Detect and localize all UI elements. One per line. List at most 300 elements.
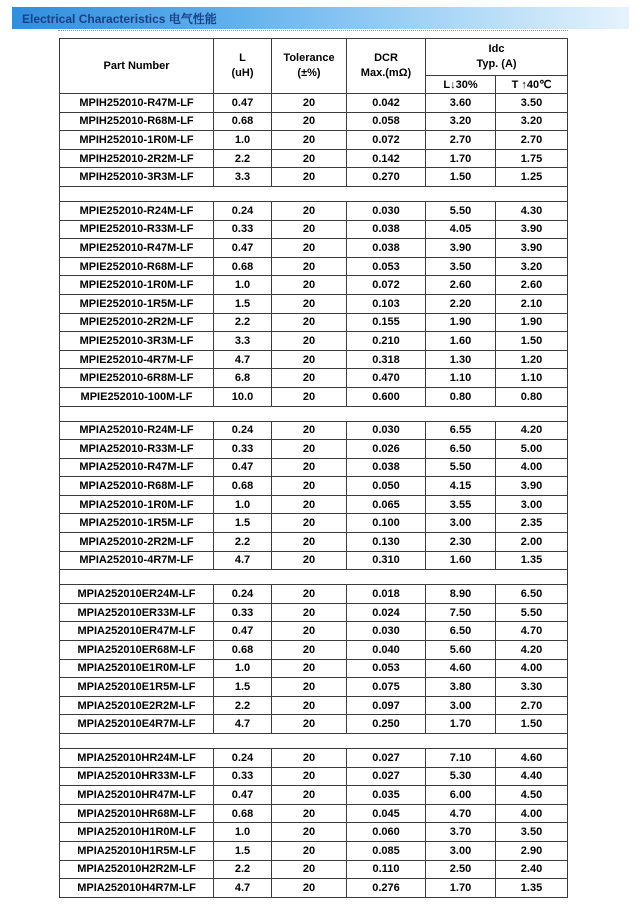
part-number-cell: MPIE252010-1R0M-LF [60,276,214,295]
idc-temperature-cell: 6.50 [496,585,568,604]
idc-saturation-cell: 1.30 [426,350,496,369]
part-number-cell: MPIH252010-2R2M-LF [60,149,214,168]
tolerance-cell: 20 [272,332,347,351]
part-number-cell: MPIE252010-4R7M-LF [60,350,214,369]
inductance-cell: 2.2 [214,313,272,332]
idc-saturation-cell: 1.70 [426,715,496,734]
idc-saturation-cell: 4.15 [426,477,496,496]
idc-saturation-cell: 3.00 [426,841,496,860]
part-number-cell: MPIE252010-R24M-LF [60,201,214,220]
inductance-cell: 0.68 [214,257,272,276]
idc-saturation-cell: 1.60 [426,551,496,570]
inductance-cell: 2.2 [214,696,272,715]
inductance-cell: 4.7 [214,879,272,898]
idc-temperature-cell: 1.10 [496,369,568,388]
dcr-cell: 0.470 [347,369,426,388]
table-row [60,678,568,697]
idc-temperature-cell: 3.50 [496,823,568,842]
idc-saturation-cell: 3.70 [426,823,496,842]
idc-temperature-cell: 4.20 [496,421,568,440]
idc-saturation-cell: 4.70 [426,804,496,823]
tolerance-cell: 20 [272,715,347,734]
idc-temperature-cell: 1.25 [496,168,568,187]
tolerance-cell: 20 [272,112,347,131]
part-number-cell: MPIE252010-1R5M-LF [60,294,214,313]
part-number-cell: MPIA252010-2R2M-LF [60,533,214,552]
idc-saturation-cell: 5.30 [426,767,496,786]
section-title: Electrical Characteristics 电气性能 [22,12,217,26]
idc-temperature-cell: 3.20 [496,112,568,131]
dcr-cell: 0.085 [347,841,426,860]
part-number-cell: MPIA252010-1R0M-LF [60,495,214,514]
inductance-cell: 3.3 [214,332,272,351]
dcr-cell: 0.072 [347,131,426,150]
part-number-cell: MPIE252010-100M-LF [60,387,214,406]
inductance-cell: 2.2 [214,533,272,552]
table-row [60,313,568,332]
tolerance-cell: 20 [272,749,347,768]
group-separator-row [60,734,568,749]
dcr-cell: 0.110 [347,860,426,879]
dcr-cell: 0.038 [347,239,426,258]
header-dcr [347,39,426,94]
idc-saturation-cell: 4.05 [426,220,496,239]
tolerance-cell: 20 [272,767,347,786]
tolerance-cell: 20 [272,533,347,552]
tolerance-cell: 20 [272,350,347,369]
part-number-cell: MPIA252010H4R7M-LF [60,879,214,898]
part-number-cell: MPIA252010-R24M-LF [60,421,214,440]
group-separator-cell [60,734,568,749]
part-number-cell: MPIA252010E1R0M-LF [60,659,214,678]
part-number-cell: MPIA252010-4R7M-LF [60,551,214,570]
tolerance-cell: 20 [272,641,347,660]
tolerance-cell: 20 [272,551,347,570]
inductance-cell: 0.47 [214,622,272,641]
dcr-cell: 0.276 [347,879,426,898]
inductance-cell: 1.0 [214,495,272,514]
tolerance-cell: 20 [272,841,347,860]
tolerance-cell: 20 [272,131,347,150]
tolerance-cell: 20 [272,678,347,697]
table-row [60,514,568,533]
table-row [60,201,568,220]
dcr-cell: 0.072 [347,276,426,295]
dcr-cell: 0.053 [347,659,426,678]
idc-saturation-cell: 5.50 [426,201,496,220]
table-row [60,603,568,622]
inductance-cell: 0.24 [214,201,272,220]
part-number-cell: MPIA252010HR47M-LF [60,786,214,805]
part-number-cell: MPIA252010-1R5M-LF [60,514,214,533]
part-number-cell: MPIE252010-R68M-LF [60,257,214,276]
tolerance-cell: 20 [272,477,347,496]
table-row [60,879,568,898]
dcr-cell: 0.038 [347,458,426,477]
part-number-cell: MPIE252010-R33M-LF [60,220,214,239]
inductance-cell: 1.0 [214,823,272,842]
idc-temperature-cell: 1.20 [496,350,568,369]
inductance-cell: 0.33 [214,220,272,239]
part-number-cell: MPIA252010ER33M-LF [60,603,214,622]
header-inductance-unit: (uH) [231,67,254,79]
inductance-cell: 0.33 [214,767,272,786]
idc-temperature-cell: 5.00 [496,440,568,459]
part-number-cell: MPIE252010-R47M-LF [60,239,214,258]
inductance-cell: 0.47 [214,94,272,113]
inductance-cell: 0.24 [214,749,272,768]
table-row [60,220,568,239]
idc-saturation-cell: 8.90 [426,585,496,604]
group-separator-cell [60,406,568,421]
idc-saturation-cell: 2.70 [426,131,496,150]
table-row [60,369,568,388]
header-dcr-unit: Max.(mΩ) [360,67,412,79]
idc-saturation-cell: 1.90 [426,313,496,332]
header-part-number: Part Number [60,39,214,94]
part-number-cell: MPIA252010HR68M-LF [60,804,214,823]
idc-saturation-cell: 2.50 [426,860,496,879]
table-row [60,551,568,570]
idc-temperature-cell: 1.35 [496,551,568,570]
part-number-cell: MPIA252010E2R2M-LF [60,696,214,715]
dcr-cell: 0.318 [347,350,426,369]
tolerance-cell: 20 [272,696,347,715]
idc-temperature-cell: 4.00 [496,458,568,477]
dcr-cell: 0.600 [347,387,426,406]
dcr-cell: 0.060 [347,823,426,842]
part-number-cell: MPIE252010-3R3M-LF [60,332,214,351]
header-idc-label: Idc [488,43,505,55]
inductance-cell: 0.68 [214,804,272,823]
tolerance-cell: 20 [272,603,347,622]
dcr-cell: 0.027 [347,767,426,786]
part-number-cell: MPIA252010H2R2M-LF [60,860,214,879]
part-number-cell: MPIA252010H1R0M-LF [60,823,214,842]
tolerance-cell: 20 [272,514,347,533]
dcr-cell: 0.035 [347,786,426,805]
table-row [60,533,568,552]
dcr-cell: 0.053 [347,257,426,276]
tolerance-cell: 20 [272,622,347,641]
inductance-cell: 0.24 [214,585,272,604]
table-row [60,749,568,768]
dcr-cell: 0.058 [347,112,426,131]
header-tolerance [272,39,347,94]
idc-saturation-cell: 3.50 [426,257,496,276]
part-number-cell: MPIH252010-1R0M-LF [60,131,214,150]
dcr-cell: 0.040 [347,641,426,660]
dcr-cell: 0.018 [347,585,426,604]
table-row [60,495,568,514]
idc-temperature-cell: 2.60 [496,276,568,295]
dcr-cell: 0.100 [347,514,426,533]
idc-saturation-cell: 3.00 [426,514,496,533]
idc-saturation-cell: 3.60 [426,94,496,113]
part-number-cell: MPIA252010E4R7M-LF [60,715,214,734]
group-separator-row [60,186,568,201]
tolerance-cell: 20 [272,294,347,313]
table-row [60,477,568,496]
idc-temperature-cell: 4.20 [496,641,568,660]
inductance-cell: 1.0 [214,659,272,678]
idc-temperature-cell: 2.70 [496,696,568,715]
dcr-cell: 0.030 [347,421,426,440]
dcr-cell: 0.027 [347,749,426,768]
table-row [60,168,568,187]
tolerance-cell: 20 [272,804,347,823]
inductance-cell: 1.0 [214,131,272,150]
group-separator-row [60,570,568,585]
dcr-cell: 0.065 [347,495,426,514]
idc-saturation-cell: 6.50 [426,440,496,459]
idc-saturation-cell: 7.50 [426,603,496,622]
idc-saturation-cell: 5.50 [426,458,496,477]
idc-temperature-cell: 1.35 [496,879,568,898]
table-row [60,458,568,477]
inductance-cell: 1.0 [214,276,272,295]
idc-temperature-cell: 2.40 [496,860,568,879]
idc-saturation-cell: 3.55 [426,495,496,514]
idc-temperature-cell: 4.70 [496,622,568,641]
tolerance-cell: 20 [272,860,347,879]
table-row [60,294,568,313]
tolerance-cell: 20 [272,495,347,514]
idc-temperature-cell: 2.10 [496,294,568,313]
inductance-cell: 6.8 [214,369,272,388]
table-row [60,257,568,276]
dcr-cell: 0.050 [347,477,426,496]
table-row [60,622,568,641]
table-row [60,823,568,842]
dcr-cell: 0.270 [347,168,426,187]
header-idc-temperature: T ↑40℃ [496,76,568,94]
idc-temperature-cell: 3.20 [496,257,568,276]
idc-temperature-cell: 4.60 [496,749,568,768]
dcr-cell: 0.310 [347,551,426,570]
tolerance-cell: 20 [272,276,347,295]
table-row [60,131,568,150]
inductance-cell: 0.68 [214,477,272,496]
inductance-cell: 1.5 [214,841,272,860]
header-tolerance-label: Tolerance [283,52,335,64]
tolerance-cell: 20 [272,440,347,459]
idc-temperature-cell: 1.75 [496,149,568,168]
idc-temperature-cell: 4.00 [496,659,568,678]
tolerance-cell: 20 [272,257,347,276]
header-inductance [214,39,272,94]
group-separator-cell [60,570,568,585]
inductance-cell: 0.33 [214,440,272,459]
idc-temperature-cell: 3.50 [496,94,568,113]
tolerance-cell: 20 [272,94,347,113]
idc-temperature-cell: 2.00 [496,533,568,552]
inductance-cell: 0.47 [214,786,272,805]
part-number-cell: MPIA252010E1R5M-LF [60,678,214,697]
group-separator-cell [60,186,568,201]
inductance-cell: 2.2 [214,860,272,879]
table-row [60,440,568,459]
idc-saturation-cell: 6.00 [426,786,496,805]
idc-saturation-cell: 4.60 [426,659,496,678]
table-row [60,276,568,295]
tolerance-cell: 20 [272,168,347,187]
dcr-cell: 0.038 [347,220,426,239]
tolerance-cell: 20 [272,369,347,388]
idc-temperature-cell: 4.40 [496,767,568,786]
tolerance-cell: 20 [272,201,347,220]
table-row [60,112,568,131]
inductance-cell: 0.68 [214,641,272,660]
table-row [60,804,568,823]
table-row [60,860,568,879]
part-number-cell: MPIA252010HR24M-LF [60,749,214,768]
header-idc-saturation: L↓30% [426,76,496,94]
part-number-cell: MPIA252010HR33M-LF [60,767,214,786]
table-row [60,715,568,734]
idc-saturation-cell: 3.90 [426,239,496,258]
idc-temperature-cell: 1.90 [496,313,568,332]
header-idc-unit: Typ. (A) [476,58,517,70]
idc-saturation-cell: 5.60 [426,641,496,660]
part-number-cell: MPIA252010-R33M-LF [60,440,214,459]
part-number-cell: MPIA252010H1R5M-LF [60,841,214,860]
part-number-cell: MPIE252010-6R8M-LF [60,369,214,388]
dcr-cell: 0.030 [347,622,426,641]
table-row [60,149,568,168]
inductance-cell: 0.68 [214,112,272,131]
idc-saturation-cell: 2.30 [426,533,496,552]
idc-saturation-cell: 3.00 [426,696,496,715]
inductance-cell: 0.47 [214,458,272,477]
table-row [60,239,568,258]
part-number-cell: MPIH252010-R47M-LF [60,94,214,113]
inductance-cell: 2.2 [214,149,272,168]
part-number-cell: MPIA252010-R47M-LF [60,458,214,477]
idc-temperature-cell: 4.00 [496,804,568,823]
idc-temperature-cell: 3.30 [496,678,568,697]
idc-temperature-cell: 5.50 [496,603,568,622]
dcr-cell: 0.103 [347,294,426,313]
electrical-characteristics-table [59,38,568,898]
dcr-cell: 0.097 [347,696,426,715]
idc-temperature-cell: 0.80 [496,387,568,406]
idc-temperature-cell: 2.90 [496,841,568,860]
idc-temperature-cell: 3.90 [496,477,568,496]
tolerance-cell: 20 [272,220,347,239]
dcr-cell: 0.045 [347,804,426,823]
part-number-cell: MPIA252010ER47M-LF [60,622,214,641]
table-row [60,94,568,113]
idc-saturation-cell: 6.55 [426,421,496,440]
section-banner [12,7,629,29]
tolerance-cell: 20 [272,149,347,168]
tolerance-cell: 20 [272,823,347,842]
idc-temperature-cell: 3.90 [496,239,568,258]
tolerance-cell: 20 [272,659,347,678]
dcr-cell: 0.142 [347,149,426,168]
tolerance-cell: 20 [272,239,347,258]
idc-saturation-cell: 1.70 [426,149,496,168]
table-body [60,94,568,898]
header-inductance-label: L [239,52,246,64]
idc-saturation-cell: 0.80 [426,387,496,406]
idc-saturation-cell: 6.50 [426,622,496,641]
inductance-cell: 3.3 [214,168,272,187]
part-number-cell: MPIE252010-2R2M-LF [60,313,214,332]
idc-temperature-cell: 3.90 [496,220,568,239]
tolerance-cell: 20 [272,879,347,898]
table-row [60,641,568,660]
inductance-cell: 0.47 [214,239,272,258]
idc-temperature-cell: 4.30 [496,201,568,220]
table-row [60,350,568,369]
tolerance-cell: 20 [272,458,347,477]
idc-saturation-cell: 2.20 [426,294,496,313]
part-number-cell: MPIA252010ER68M-LF [60,641,214,660]
table-row [60,332,568,351]
idc-temperature-cell: 4.50 [496,786,568,805]
part-number-cell: MPIA252010ER24M-LF [60,585,214,604]
inductance-cell: 0.24 [214,421,272,440]
idc-saturation-cell: 1.60 [426,332,496,351]
idc-temperature-cell: 3.00 [496,495,568,514]
table-row [60,786,568,805]
part-number-cell: MPIA252010-R68M-LF [60,477,214,496]
dcr-cell: 0.155 [347,313,426,332]
header-idc [426,39,568,76]
table-row [60,841,568,860]
table-row [60,659,568,678]
table-row [60,387,568,406]
dcr-cell: 0.075 [347,678,426,697]
inductance-cell: 4.7 [214,715,272,734]
inductance-cell: 4.7 [214,551,272,570]
inductance-cell: 10.0 [214,387,272,406]
idc-saturation-cell: 3.20 [426,112,496,131]
dcr-cell: 0.250 [347,715,426,734]
dcr-cell: 0.026 [347,440,426,459]
inductance-cell: 1.5 [214,678,272,697]
idc-saturation-cell: 2.60 [426,276,496,295]
idc-temperature-cell: 2.70 [496,131,568,150]
idc-saturation-cell: 7.10 [426,749,496,768]
table-row [60,767,568,786]
dcr-cell: 0.030 [347,201,426,220]
group-separator-row [60,406,568,421]
tolerance-cell: 20 [272,313,347,332]
table-row [60,585,568,604]
tolerance-cell: 20 [272,585,347,604]
dcr-cell: 0.210 [347,332,426,351]
dcr-cell: 0.130 [347,533,426,552]
idc-saturation-cell: 1.70 [426,879,496,898]
part-number-cell: MPIH252010-R68M-LF [60,112,214,131]
inductance-cell: 1.5 [214,514,272,533]
idc-saturation-cell: 3.80 [426,678,496,697]
header-tolerance-unit: (±%) [297,67,321,79]
tolerance-cell: 20 [272,421,347,440]
tolerance-cell: 20 [272,387,347,406]
tolerance-cell: 20 [272,786,347,805]
dcr-cell: 0.024 [347,603,426,622]
inductance-cell: 1.5 [214,294,272,313]
dcr-cell: 0.042 [347,94,426,113]
inductance-cell: 0.33 [214,603,272,622]
header-dcr-label: DCR [374,52,398,64]
idc-saturation-cell: 1.50 [426,168,496,187]
idc-temperature-cell: 1.50 [496,332,568,351]
